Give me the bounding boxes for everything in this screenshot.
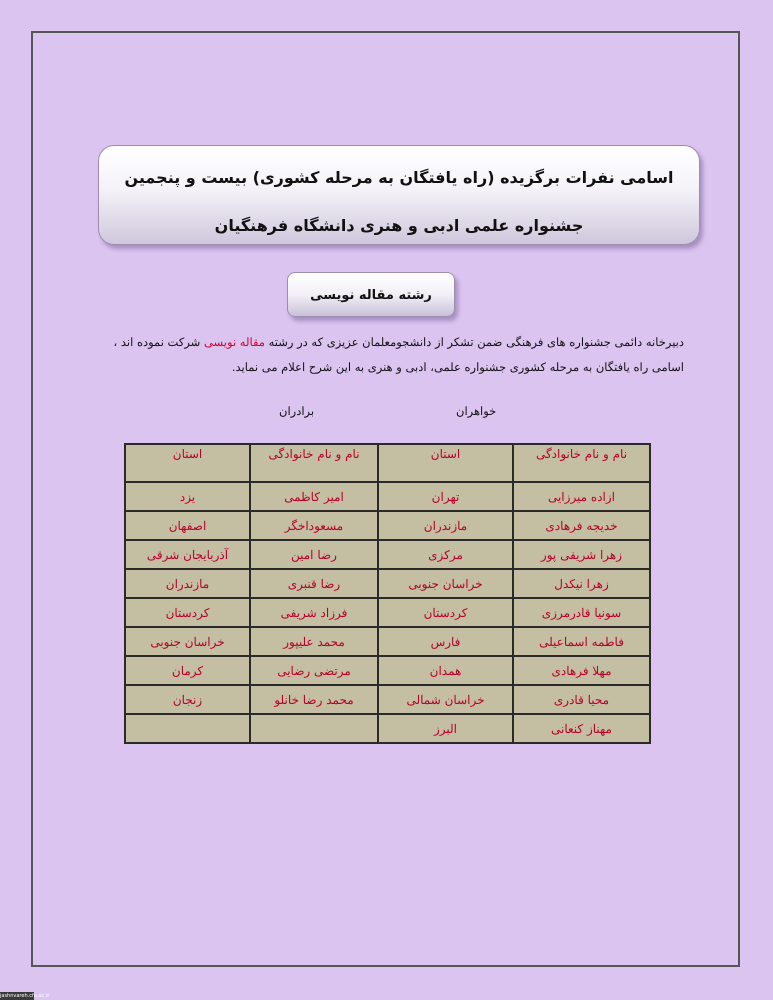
group-label-sisters: خواهران [456, 404, 497, 418]
intro-text-end: شرکت نموده اند ، اسامی راه یافتگان به مرحله کشوری جشنواره علمی، ادبی و هنری به این شرح اعلام می نماید. [113, 335, 684, 374]
sister-province: تهران [378, 482, 513, 511]
header-brother-name: نام و نام خانوادگی [250, 444, 378, 482]
sister-name: فاطمه اسماعیلی [513, 627, 650, 656]
brother-name: محمد علیپور [250, 627, 378, 656]
group-label-brothers: برادران [279, 404, 315, 418]
table-header-row [125, 444, 650, 482]
sister-province: همدان [378, 656, 513, 685]
header-sister-province: استان [378, 444, 513, 482]
table-row [125, 569, 650, 598]
brother-province: اصفهان [125, 511, 250, 540]
brother-name: امیر کاظمی [250, 482, 378, 511]
title-line-1: اسامی نفرات برگزیده (راه یافتگان به مرحله کشوری) بیست و پنجمین [124, 168, 674, 187]
sister-name: مهلا فرهادی [513, 656, 650, 685]
table-row [125, 656, 650, 685]
header-brother-province: استان [125, 444, 250, 482]
sister-name: سونیا قادرمرزی [513, 598, 650, 627]
brother-name: رضا قنبری [250, 569, 378, 598]
sister-name: مهناز کنعانی [513, 714, 650, 743]
sister-name: خدیجه فرهادی [513, 511, 650, 540]
sister-province: مازندران [378, 511, 513, 540]
title-banner [98, 145, 700, 245]
sister-province: مرکزی [378, 540, 513, 569]
sister-name: ازاده میرزایی [513, 482, 650, 511]
sister-province: البرز [378, 714, 513, 743]
brother-name: مسعوداخگر [250, 511, 378, 540]
sister-province: خراسان شمالی [378, 685, 513, 714]
brother-province: آذربایجان شرقی [125, 540, 250, 569]
sister-province: کردستان [378, 598, 513, 627]
table-row [125, 540, 650, 569]
table-row [125, 714, 650, 743]
brother-province: یزد [125, 482, 250, 511]
brother-name: محمد رضا خانلو [250, 685, 378, 714]
brother-name: مرتضی رضایی [250, 656, 378, 685]
brother-name [250, 714, 378, 743]
brother-province: مازندران [125, 569, 250, 598]
table-row [125, 482, 650, 511]
title-line-2: جشنواره علمی ادبی و هنری دانشگاه فرهنگیان [214, 216, 584, 235]
table-row [125, 598, 650, 627]
table-row [125, 627, 650, 656]
intro-text-start: دبیرخانه دائمی جشنواره های فرهنگی ضمن تشکر از دانشجومعلمان عزیزی که در رشته [264, 335, 684, 349]
brother-province: کرمان [125, 656, 250, 685]
sister-name: زهرا نیکدل [513, 569, 650, 598]
intro-highlight: مقاله نویسی [203, 335, 265, 349]
brother-name: فرزاد شریفی [250, 598, 378, 627]
category-banner: رشته مقاله نویسی [287, 272, 455, 317]
brother-name: رضا امین [250, 540, 378, 569]
brother-province: خراسان جنوبی [125, 627, 250, 656]
brother-province [125, 714, 250, 743]
site-badge: jashnvareh.cfu.ac.ir [0, 993, 50, 999]
sister-province: خراسان جنوبی [378, 569, 513, 598]
sister-name: محیا قادری [513, 685, 650, 714]
sister-name: زهرا شریفی پور [513, 540, 650, 569]
table-row [125, 511, 650, 540]
table-row [125, 685, 650, 714]
winners-table [124, 443, 651, 744]
brother-province: کردستان [125, 598, 250, 627]
header-sister-name: نام و نام خانوادگی [513, 444, 650, 482]
brother-province: زنجان [125, 685, 250, 714]
intro-paragraph [90, 330, 684, 380]
sister-province: فارس [378, 627, 513, 656]
